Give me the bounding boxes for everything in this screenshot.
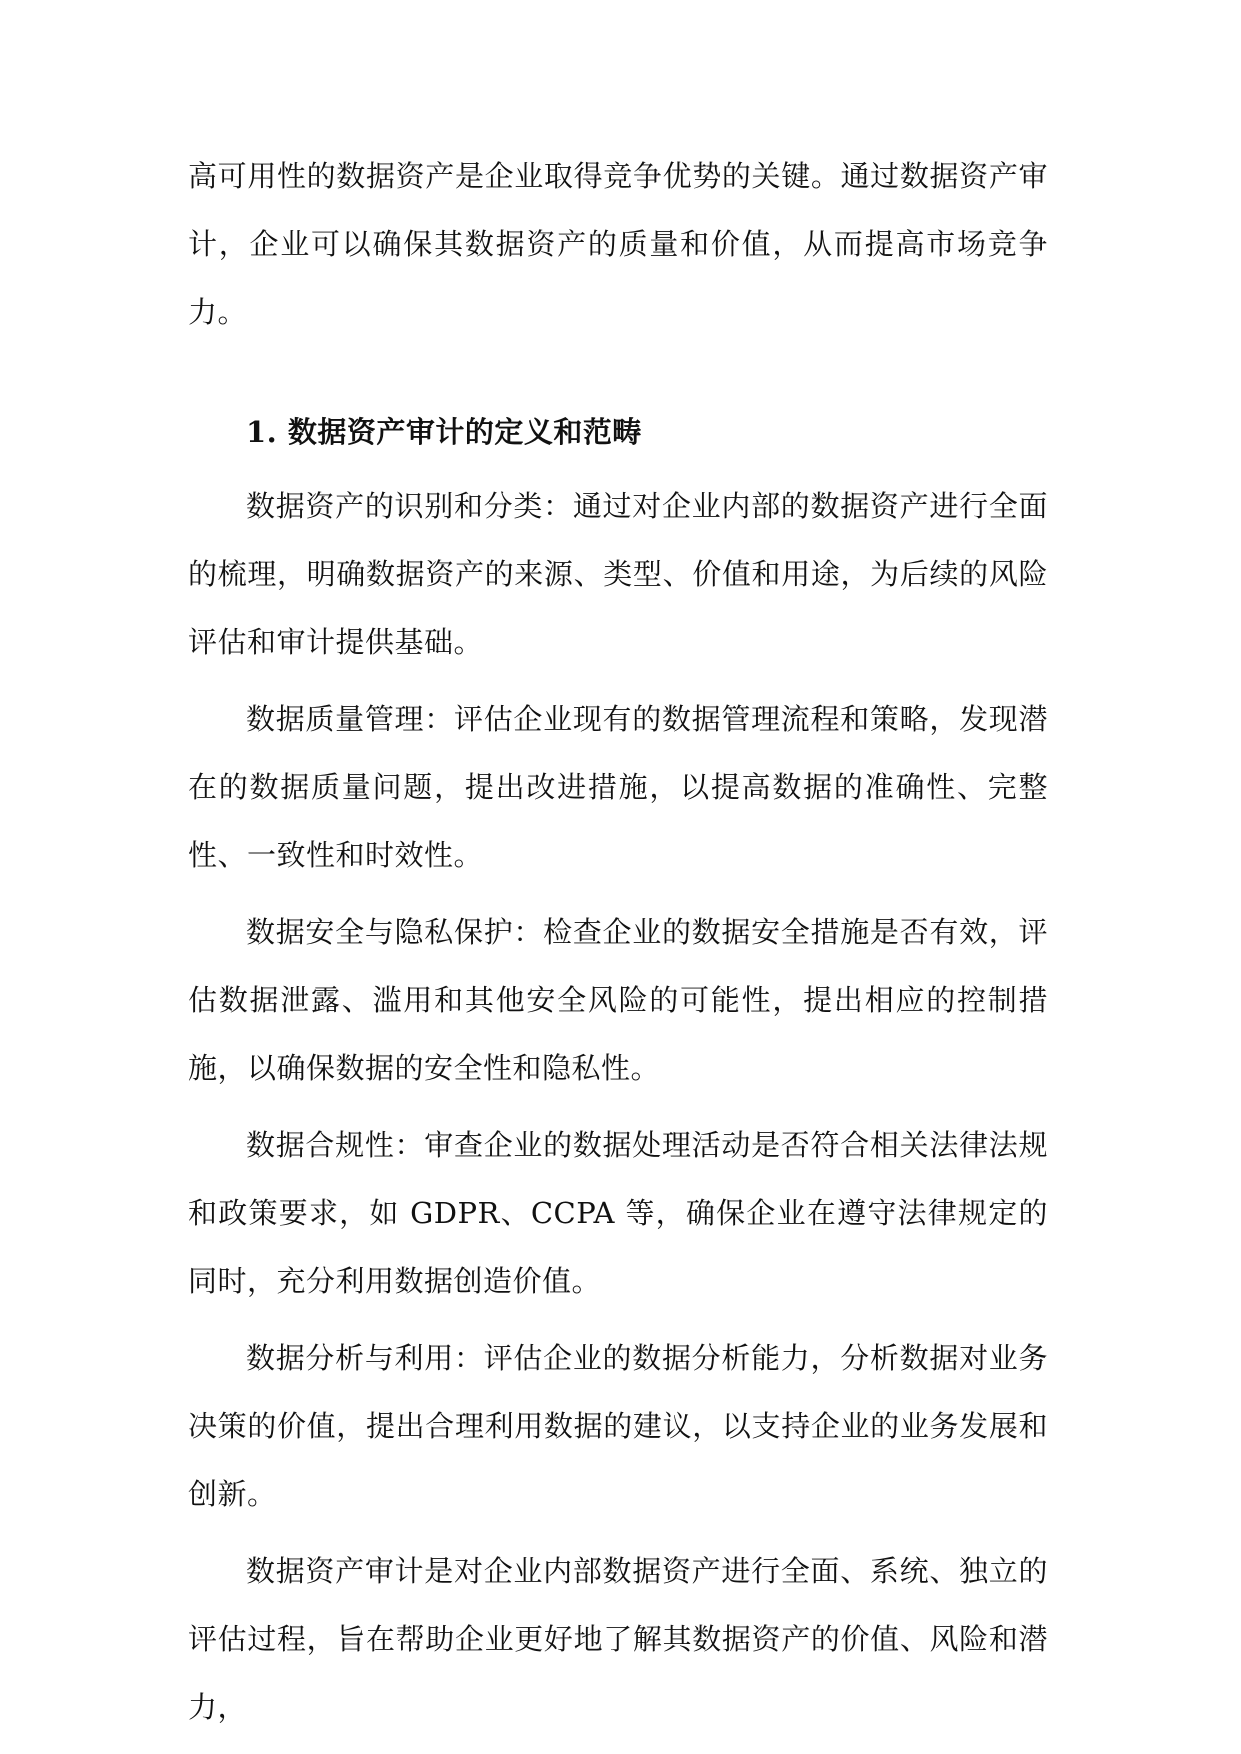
paragraph-quality: 数据质量管理：评估企业现有的数据管理流程和策略，发现潜在的数据质量问题，提出改进措施，以提高数据的准确性、完整性、一致性和时效性。 bbox=[188, 702, 1048, 872]
intro-paragraph: 高可用性的数据资产是企业取得竞争优势的关键。通过数据资产审计，企业可以确保其数据资产的质量和价值，从而提高市场竞争力。 bbox=[188, 159, 1048, 329]
paragraph-analysis: 数据分析与利用：评估企业的数据分析能力，分析数据对业务决策的价值，提出合理利用数据的建议，以支持企业的业务发展和创新。 bbox=[188, 1341, 1048, 1511]
paragraph-definition: 数据资产审计是对企业内部数据资产进行全面、系统、独立的评估过程，旨在帮助企业更好地了解其数据资产的价值、风险和潜力， bbox=[188, 1554, 1048, 1724]
document-body bbox=[188, 142, 1048, 1750]
paragraph-identification: 数据资产的识别和分类：通过对企业内部的数据资产进行全面的梳理，明确数据资产的来源、类型、价值和用途，为后续的风险评估和审计提供基础。 bbox=[188, 489, 1048, 659]
paragraph-compliance: 数据合规性：审查企业的数据处理活动是否符合相关法律法规和政策要求，如 GDPR、CCPA 等，确保企业在遵守法律规定的同时，充分利用数据创造价值。 bbox=[188, 1128, 1048, 1298]
section-heading: 1. 数据资产审计的定义和范畴 bbox=[246, 415, 642, 449]
paragraph-security: 数据安全与隐私保护：检查企业的数据安全措施是否有效，评估数据泄露、滥用和其他安全风险的可能性，提出相应的控制措施，以确保数据的安全性和隐私性。 bbox=[188, 915, 1048, 1085]
